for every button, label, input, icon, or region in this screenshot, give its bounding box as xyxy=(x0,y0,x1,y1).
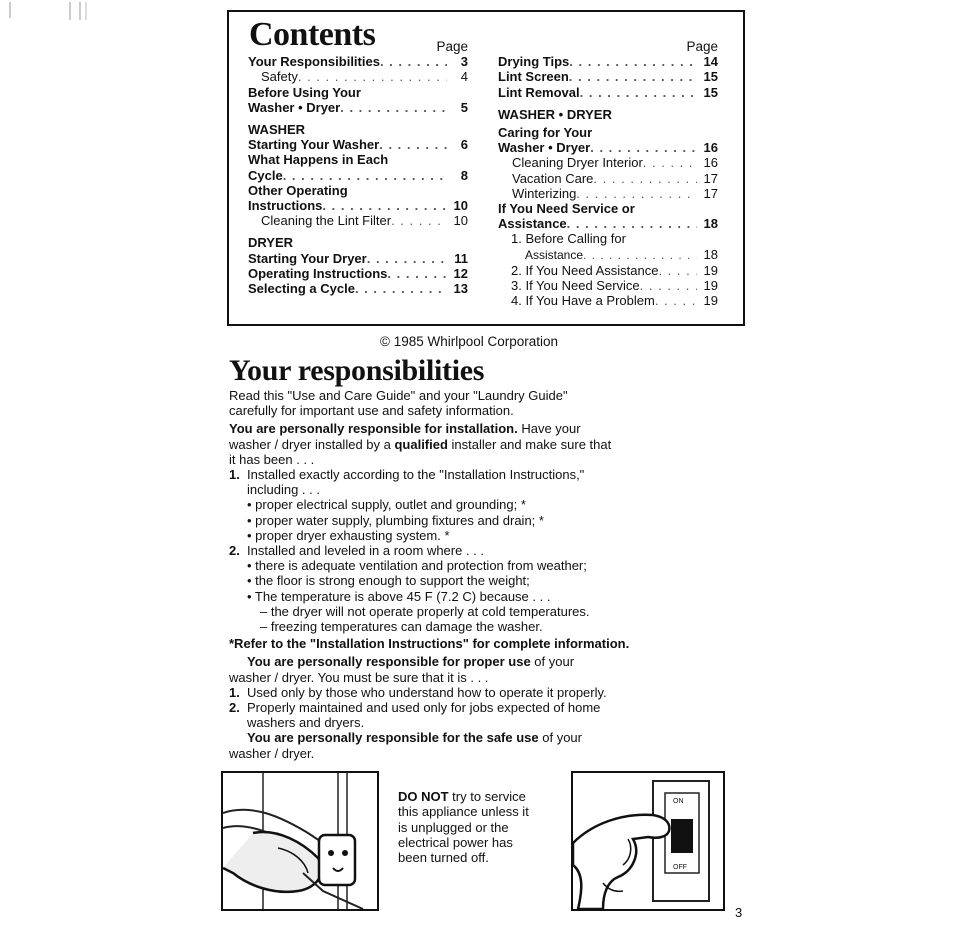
toc-entry-line: What Happens in Each xyxy=(248,152,389,168)
hand-switch-off-icon xyxy=(573,773,723,909)
toc-section-dryer: DRYER xyxy=(248,235,294,251)
toc-entry-line: If You Need Service or xyxy=(498,201,635,217)
toc-entry: Cleaning the Lint Filter . . . 10 xyxy=(248,213,468,228)
toc-entry: 2. If You Need Assistance . . . 19 xyxy=(498,263,718,278)
bullet-item: • the floor is strong enough to support the weight; xyxy=(247,573,530,589)
hand-unplugging-plug-icon xyxy=(223,773,377,909)
toc-entry: Starting Your Washer . . . 6 xyxy=(248,137,468,152)
toc-entry: Cycle . . . 8 xyxy=(248,168,468,183)
bullet-item: • proper dryer exhausting system. * xyxy=(247,527,450,543)
toc-entry: Instructions . . . 10 xyxy=(248,198,468,213)
toc-entry: Selecting a Cycle . . . 13 xyxy=(248,281,468,296)
bullet-item: • proper water supply, plumbing fixtures and drain; * xyxy=(247,512,544,528)
contents-box xyxy=(227,10,745,326)
switch-on-label: ON xyxy=(673,798,684,805)
toc-entry-line: Before Using Your xyxy=(248,84,361,100)
toc-entry: Vacation Care . . . 17 xyxy=(498,171,718,186)
paragraph-line: including . . . xyxy=(247,482,320,498)
unplug-illustration xyxy=(221,771,379,911)
toc-entry: Starting Your Dryer . . . 11 xyxy=(248,251,468,266)
paragraph-line: You are personally responsible for installation. Have your xyxy=(229,421,581,437)
power-switch-illustration xyxy=(571,771,725,911)
copyright-notice: © 1985 Whirlpool Corporation xyxy=(380,334,559,349)
contents-title: Contents xyxy=(249,16,376,53)
scan-marks xyxy=(8,0,98,22)
toc-entry: Safety . . . 4 xyxy=(248,69,468,84)
toc-entry: Washer • Dryer . . . 5 xyxy=(248,100,468,115)
paragraph-line: washer / dryer installed by a qualified installer and make sure that xyxy=(229,436,612,452)
section-title: Your responsibilities xyxy=(229,354,485,387)
toc-entry: Winterizing . . . 17 xyxy=(498,186,718,201)
toc-entry: Operating Instructions . . . 12 xyxy=(248,266,468,281)
dash-item: – the dryer will not operate properly at cold temperatures. xyxy=(260,603,590,619)
page-column-header: Page xyxy=(686,39,718,54)
toc-entry: Drying Tips . . . 14 xyxy=(498,54,718,69)
toc-section-washer-dryer: WASHER • DRYER xyxy=(498,106,612,122)
toc-entry: Assistance . . . 18 xyxy=(498,216,718,231)
bullet-item: • proper electrical supply, outlet and grounding; * xyxy=(247,497,526,513)
list-item: 1. Installed exactly according to the "Installation Instructions," xyxy=(229,467,585,483)
service-warning: DO NOT try to service this appliance unless it is unplugged or the electrical power has been turned off. xyxy=(398,789,529,866)
toc-entry: 4. If You Have a Problem . . . 19 xyxy=(498,293,718,308)
refer-note: *Refer to the "Installation Instructions" for complete information. xyxy=(229,636,630,652)
list-item: 2. Properly maintained and used only for jobs expected of home xyxy=(229,700,601,716)
paragraph-line: washers and dryers. xyxy=(247,715,365,731)
paragraph-line: it has been . . . xyxy=(229,451,315,467)
bullet-item: • there is adequate ventilation and protection from weather; xyxy=(247,558,587,574)
contents-left-column xyxy=(248,39,468,296)
toc-entry: 3. If You Need Service . . . 19 xyxy=(498,278,718,293)
paragraph-line: Read this "Use and Care Guide" and your "Laundry Guide" xyxy=(229,388,568,403)
page-column-header: Page xyxy=(436,39,468,54)
responsibilities-body xyxy=(229,388,709,761)
toc-entry: Lint Removal . . . 15 xyxy=(498,85,718,100)
toc-entry-line: Caring for Your xyxy=(498,125,593,141)
switch-off-label: OFF xyxy=(673,864,687,871)
toc-section-washer: WASHER xyxy=(248,122,306,138)
paragraph-line: washer / dryer. You must be sure that it is . . . xyxy=(229,669,489,685)
toc-entry-line: 1. Before Calling for xyxy=(511,231,626,247)
toc-entry: Assistance . . . 18 xyxy=(498,247,718,263)
contents-right-column xyxy=(498,39,718,308)
paragraph-line: You are personally responsible for proper use of your xyxy=(247,654,575,670)
toc-entry: Your Responsibilities . . . 3 xyxy=(248,54,468,69)
toc-entry-line: Other Operating xyxy=(248,182,348,198)
bullet-item: • The temperature is above 45 F (7.2 C) because . . . xyxy=(247,588,551,604)
dash-item: – freezing temperatures can damage the washer. xyxy=(260,619,543,635)
paragraph-line: carefully for important use and safety information. xyxy=(229,403,514,419)
toc-entry: Lint Screen . . . 15 xyxy=(498,69,718,84)
list-item: 1. Used only by those who understand how to operate it properly. xyxy=(229,684,607,700)
page-number: 3 xyxy=(735,905,743,920)
list-item: 2. Installed and leveled in a room where . . . xyxy=(229,543,485,559)
paragraph-line: You are personally responsible for the safe use of your xyxy=(247,730,582,746)
toc-entry: Washer • Dryer . . . 16 xyxy=(498,140,718,155)
toc-entry: Cleaning Dryer Interior . . . 16 xyxy=(498,155,718,170)
paragraph-line: washer / dryer. xyxy=(229,745,315,761)
